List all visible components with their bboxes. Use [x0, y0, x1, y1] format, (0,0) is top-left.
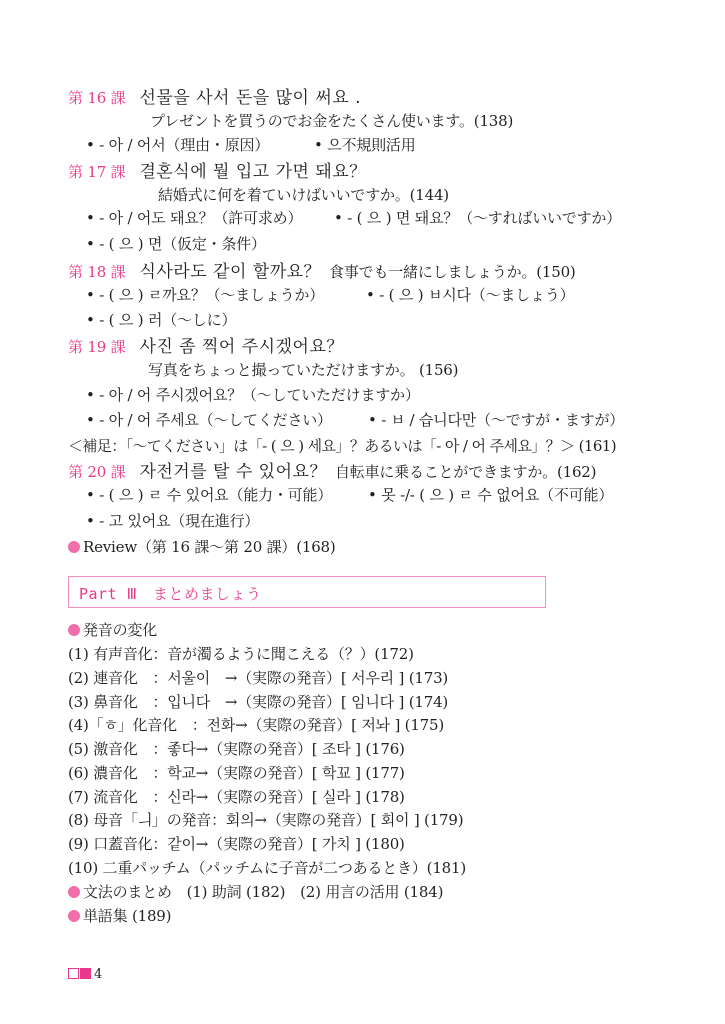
grammar-point: • 으不規則活用	[314, 136, 416, 154]
grammar-point: • - ( 으 ) ㄹ까요？（〜ましょうか）	[86, 286, 325, 304]
lesson-title-korean: 결혼식에 뭘 입고 가면 돼요？	[139, 162, 367, 182]
item-body: 학교→（実際の発音）[ 학꾜 ] (177)	[167, 764, 405, 782]
item-label: (7) 流音化 ：	[68, 788, 168, 806]
item-body: 입니다 →（実際の発音）[ 임니다 ] (174)	[167, 693, 449, 711]
grammar-point: • - 아 / 어 주세요（〜してください）	[86, 411, 332, 429]
grammar-point: • - ㅂ / 습니다만（〜ですが・ますが）	[368, 411, 625, 429]
page-number: 4	[94, 967, 103, 982]
item-body: 音が濁るように聞こえる（？）(172)	[167, 645, 414, 663]
pronunciation-item	[68, 644, 414, 664]
item-label: (8) 母音「ㅢ」の発音：	[68, 811, 226, 829]
lesson-20-heading	[68, 462, 596, 482]
lesson-number: 第 20 課	[68, 463, 126, 481]
outline-square-icon	[68, 968, 79, 979]
grammar-summary-entry	[68, 882, 443, 902]
review-entry	[68, 537, 336, 557]
pronunciation-heading	[68, 620, 157, 640]
grammar-point: • - ( 으 ) ㄹ 수 있어요（能力・可能）	[86, 486, 333, 504]
lesson-17-heading	[68, 162, 375, 182]
pronunciation-item	[68, 858, 466, 878]
bullet-dot-icon	[68, 624, 80, 636]
grammar-point: • - 아 / 어서（理由・原因）	[86, 136, 270, 154]
lesson-16-heading	[68, 88, 369, 108]
item-label: (5) 激音化 ：	[68, 740, 168, 758]
item-label: (2) 連音化 ：	[68, 669, 168, 687]
lesson-number: 第 17 課	[68, 163, 126, 181]
grammar-point: • - 아 / 어도 돼요？（許可求め）	[86, 209, 303, 227]
lesson-title-japanese: 写真をちょっと撮っていただけますか。 (156)	[148, 361, 459, 379]
pronunciation-item	[68, 739, 405, 759]
grammar-point: • 못 -/- ( 으 ) ㄹ 수 없어요（不可能）	[368, 486, 614, 504]
lesson-title-japanese: プレゼントを買うのでお金をたくさん使います。(138)	[150, 112, 514, 130]
pronunciation-item	[68, 692, 448, 712]
lesson-title-korean: 선물을 사서 돈을 많이 써요 .	[139, 88, 362, 108]
bullet-dot-icon	[68, 910, 80, 922]
pronunciation-item	[68, 810, 463, 830]
lesson-title-korean: 사진 좀 찍어 주시겠어요？	[139, 337, 344, 357]
item-body: 좋다→（実際の発音）[ 조타 ] (176)	[167, 740, 405, 758]
grammar-point: • - ( 으 ) 러（〜しに）	[86, 311, 237, 329]
page-footer	[68, 968, 102, 982]
pronunciation-item	[68, 834, 405, 854]
lesson-title-korean: 자전거를 탈 수 있어요？	[139, 462, 327, 482]
lesson-number: 第 18 課	[68, 263, 126, 281]
vocabulary-entry	[68, 906, 171, 926]
grammar-point: • - 아 / 어 주시겠어요？（〜していただけますか）	[86, 386, 420, 404]
grammar-point: • - 고 있어요（現在進行）	[86, 512, 260, 530]
grammar-point: • - ( 으 ) 면 돼요？（〜すればいいですか）	[334, 209, 621, 227]
item-label: (10) 二重パッチム（パッチムに子音が二つあるとき）(181)	[68, 859, 466, 877]
lesson-number: 第 19 課	[68, 338, 126, 356]
lesson-18-heading	[68, 262, 576, 282]
grammar-point: • - ( 으 ) 면（仮定・条件）	[86, 235, 266, 253]
part3-title: Part Ⅲ まとめましょう	[79, 585, 262, 603]
grammar-summary-label: 文法のまとめ (1) 助詞 (182) (2) 用言の活用 (184)	[83, 883, 444, 901]
supplement-note: ＜補足：「〜てください」は「- ( 으 ) 세요」？あるいは「- 아 / 어 주세요」？＞ (161)	[68, 437, 616, 455]
lesson-title-japanese: 自転車に乗ることができますか。(162)	[334, 463, 597, 481]
pronunciation-item	[68, 787, 405, 807]
part3-header-box	[68, 576, 546, 608]
pronunciation-item	[68, 715, 444, 735]
item-label: (3) 鼻音化 ：	[68, 693, 168, 711]
pronunciation-heading-label: 発音の変化	[83, 621, 158, 639]
item-label: (6) 濃音化 ：	[68, 764, 168, 782]
grammar-point: • - ( 으 ) ㅂ시다（〜ましょう）	[366, 286, 575, 304]
lesson-title-japanese: 結婚式に何を着ていけばいいですか。(144)	[158, 186, 449, 204]
pronunciation-item	[68, 668, 448, 688]
bullet-dot-icon	[68, 886, 80, 898]
lesson-title-japanese: 食事でも一緒にしましょうか。(150)	[329, 263, 576, 281]
item-body: 회의→（実際の発音）[ 회이 ] (179)	[225, 811, 464, 829]
item-label: (9) 口蓋音化：	[68, 835, 168, 853]
vocabulary-label: 単語集 (189)	[83, 907, 172, 925]
pronunciation-item	[68, 763, 405, 783]
lesson-number: 第 16 課	[68, 89, 126, 107]
item-label: (1) 有声音化：	[68, 645, 168, 663]
lesson-19-heading	[68, 337, 352, 357]
lesson-title-korean: 식사라도 같이 할까요？	[139, 262, 322, 282]
item-body: 서울이 →（実際の発音）[ 서우리 ] (173)	[167, 669, 449, 687]
review-label: Review（第 16 課〜第 20 課）(168)	[83, 538, 336, 556]
item-body: 전화→（実際の発音）[ 저놔 ] (175)	[206, 716, 445, 734]
bullet-dot-icon	[68, 541, 80, 553]
item-body: 같이→（実際の発音）[ 가치 ] (180)	[167, 835, 405, 853]
filled-square-icon	[80, 968, 91, 979]
item-label: (4)「ㅎ」化音化 ：	[68, 716, 207, 734]
item-body: 신라→（実際の発音）[ 실라 ] (178)	[167, 788, 405, 806]
